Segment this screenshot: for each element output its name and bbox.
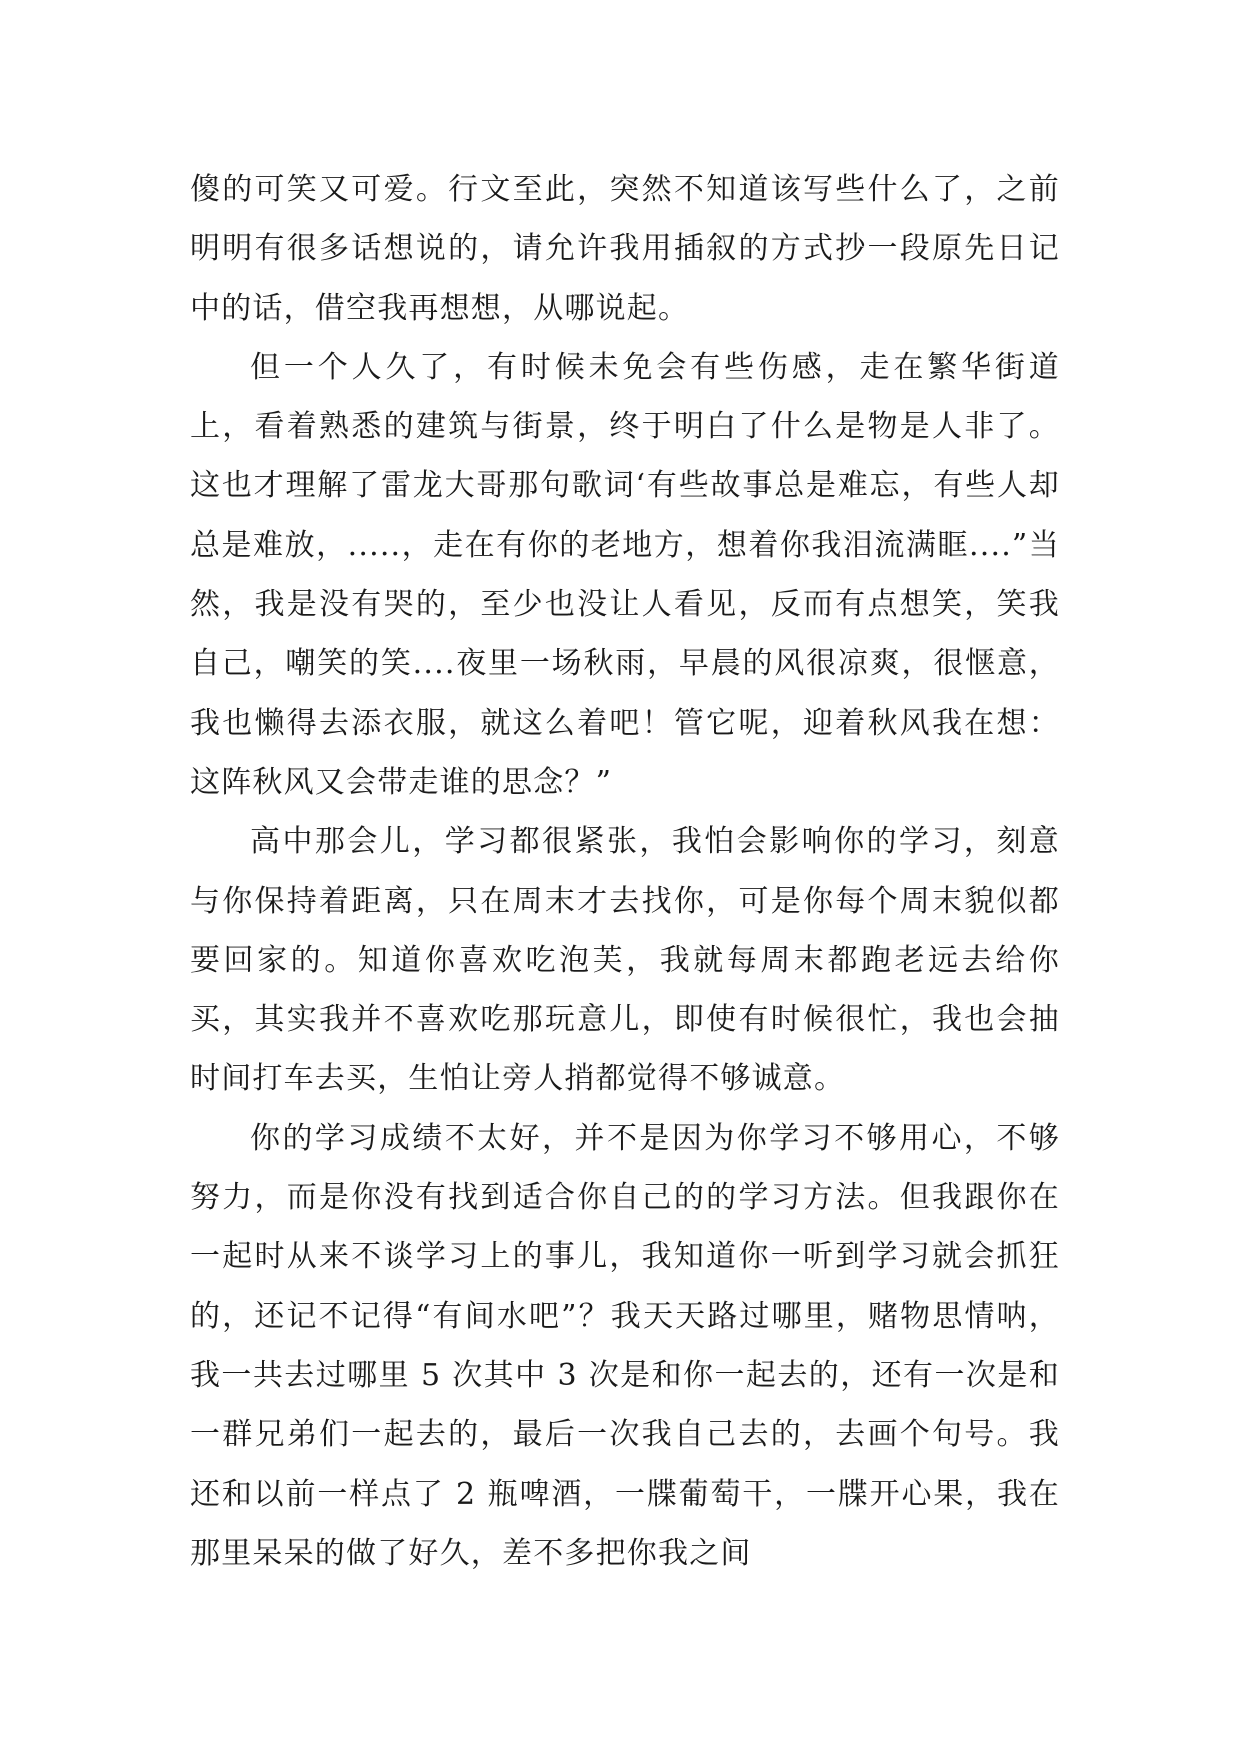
paragraph-1: 傻的可笑又可爱。行文至此，突然不知道该写些什么了，之前明明有很多话想说的，请允许我用插叙的方式抄一段原先日记中的话，借空我再想想，从哪说起。 [190, 172, 1060, 326]
document-body [190, 160, 1060, 1583]
paragraph-4: 你的学习成绩不太好，并不是因为你学习不够用心，不够努力，而是你没有找到适合你自己的的学习方法。但我跟你在一起时从来不谈学习上的事儿，我知道你一听到学习就会抓狂的，还记不记得“有间水吧”？我天天路过哪里，赌物思情呐，我一共去过哪里 5 次其中 3 次是和你一起去的，还有一次是和一群兄弟们一起去的，最后一次我自己去的，去画个句号。我还和以前一样点了 2 瓶啤酒，一牒葡萄干，一牒开心果，我在那里呆呆的做了好久，差不多把你我之间 [190, 1120, 1060, 1571]
paragraph-2: 但一个人久了，有时候未免会有些伤感，走在繁华街道上，看着熟悉的建筑与街景，终于明白了什么是物是人非了。这也才理解了雷龙大哥那句歌词‘有些故事总是难忘，有些人却总是难放，.....，走在有你的老地方，想着你我泪流满眶....”当然，我是没有哭的，至少也没让人看见，反而有点想笑，笑我自己，嘲笑的笑....夜里一场秋雨，早晨的风很凉爽，很惬意，我也懒得去添衣服，就这么着吧！管它呢，迎着秋风我在想：这阵秋风又会带走谁的思念？” [190, 349, 1060, 800]
paragraph-3: 高中那会儿，学习都很紧张，我怕会影响你的学习，刻意与你保持着距离，只在周末才去找你，可是你每个周末貌似都要回家的。知道你喜欢吃泡芙，我就每周末都跑老远去给你买，其实我并不喜欢吃那玩意儿，即使有时候很忙，我也会抽时间打车去买，生怕让旁人捎都觉得不够诚意。 [190, 824, 1060, 1097]
